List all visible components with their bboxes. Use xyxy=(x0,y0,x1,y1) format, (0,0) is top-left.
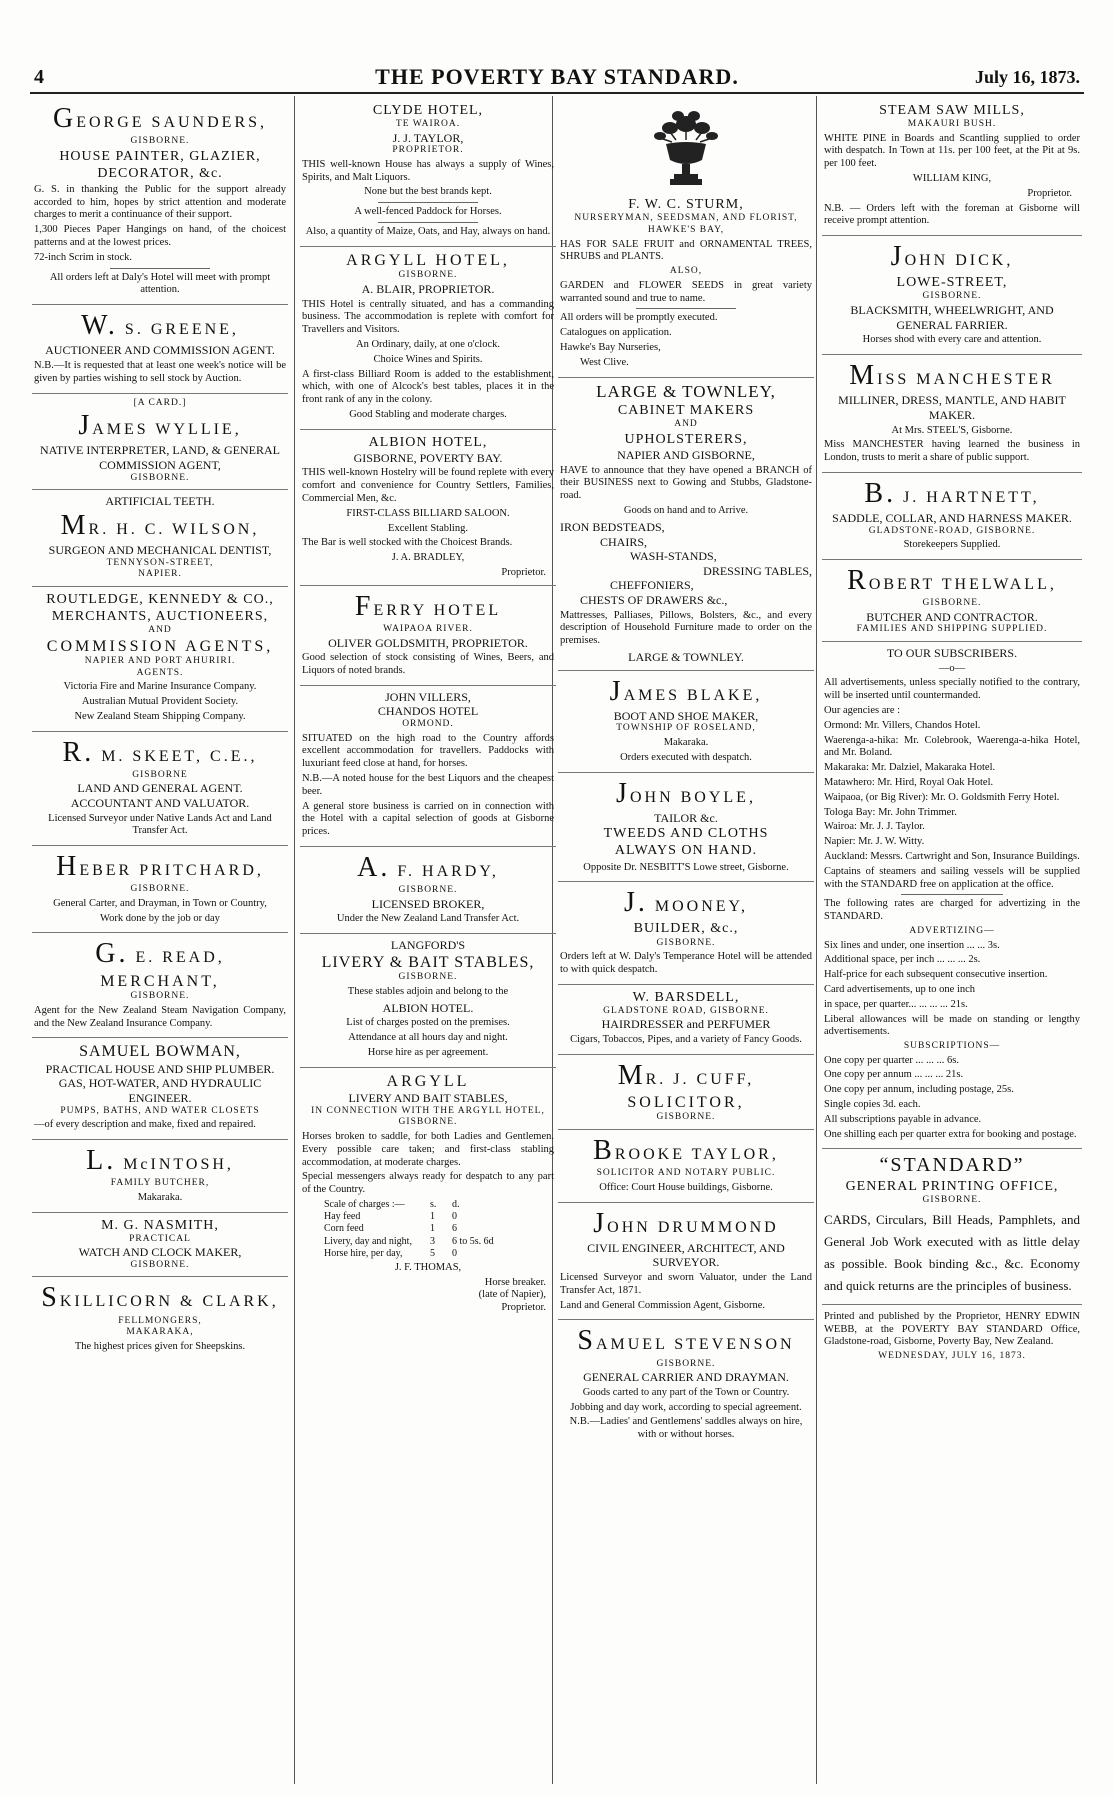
ad-place: GISBORNE. xyxy=(656,937,716,948)
ad-text: Choice Wines and Spirits. xyxy=(373,353,483,365)
ad-text: Storekeepers Supplied. xyxy=(903,539,1001,551)
ad-line: CABINET MAKERS xyxy=(617,403,755,419)
subscription-item: One shilling each per quarter extra for booking and postage. xyxy=(824,1128,1077,1140)
ad-place: GISBORNE. xyxy=(398,885,458,896)
rate-item: Six lines and under, one insertion ... ... 3s. xyxy=(824,939,1000,951)
ad-place: GISBORNE. xyxy=(656,1358,716,1369)
ad-saunders xyxy=(32,98,288,305)
ad-name: F. W. C. STURM, xyxy=(628,197,744,213)
ad-manchester xyxy=(822,355,1082,473)
ad-text: Special messengers always ready for despatch to any part of the Country. xyxy=(302,1171,554,1196)
ad-place: GISBORNE. xyxy=(130,136,190,147)
ad-text: A well-fenced Paddock for Horses. xyxy=(354,206,502,218)
ad-name: M. G. NASMITH, xyxy=(101,1217,219,1233)
ad-text: All orders left at Daly's Hotel will meet with prompt attention. xyxy=(49,271,271,296)
ad-text: An Ordinary, daily, at one o'clock. xyxy=(356,338,500,350)
ad-proprietor: WILLIAM KING, xyxy=(912,173,992,185)
ad-place: ORMOND. xyxy=(402,719,454,730)
ad-text: Jobbing and day work, according to special agreement. xyxy=(570,1401,802,1413)
ad-text: THIS well-known House has always a supply of Wines, Spirits, and Malt Liquors. xyxy=(302,158,554,183)
ad-text: Orders executed with despatch. xyxy=(620,751,752,763)
rate-item: Half-price for each subsequent consecutive insertion. xyxy=(824,969,1048,981)
ad-place: WAIPAOA RIVER. xyxy=(383,623,473,634)
imprint xyxy=(822,1305,1082,1368)
charges-row: Livery, day and night, 3 6 to 5s. 6d xyxy=(324,1235,494,1247)
ad-line: MERCHANTS, AUCTIONEERS, xyxy=(51,608,269,624)
ad-text: Cigars, Tobaccos, Pipes, and a variety of Fancy Goods. xyxy=(570,1034,802,1046)
ad-boyle xyxy=(558,773,814,883)
ad-line: ALWAYS ON HAND. xyxy=(614,843,758,859)
ad-proprietor: OLIVER GOLDSMITH, PROPRIETOR. xyxy=(328,635,528,650)
ad-stevenson xyxy=(558,1320,814,1449)
charges-header: Scale of charges :— s. d. xyxy=(324,1198,460,1210)
ad-line: PRACTICAL xyxy=(129,1233,191,1244)
ad-albion-hotel xyxy=(300,430,556,586)
ad-place: MAKAURI BUSH. xyxy=(907,119,997,130)
ad-dick xyxy=(822,236,1082,355)
ad-line: WATCH AND CLOCK MAKER, xyxy=(78,1245,242,1260)
ad-name: JOHN DRUMMOND xyxy=(593,1207,779,1239)
ad-text: Attendance at all hours day and night. xyxy=(348,1032,508,1044)
masthead xyxy=(30,64,1084,92)
charges-row: Corn feed 1 6 xyxy=(324,1223,457,1235)
ad-text: GARDEN and FLOWER SEEDS in great variety warranted sound and true to name. xyxy=(560,279,812,304)
ad-agents-label: AGENTS. xyxy=(136,667,184,678)
ad-name: G. E. READ, xyxy=(95,938,225,970)
ad-place: HAWKE'S BAY, xyxy=(647,225,725,236)
ad-text: Hawke's Bay Nurseries, xyxy=(560,342,661,353)
ad-text: Office: Court House buildings, Gisborne. xyxy=(599,1181,773,1193)
ad-proprietor: A. BLAIR, PROPRIETOR. xyxy=(361,281,495,296)
ad-role: NURSERYMAN, SEEDSMAN, AND FLORIST, xyxy=(574,213,798,224)
charges-table xyxy=(324,1199,554,1260)
ad-line: PUMPS, BATHS, AND WATER CLOSETS xyxy=(60,1105,260,1116)
notice-text: The following rates are charged for advertizing in the STANDARD. xyxy=(824,898,1080,923)
ad-place: GISBORNE. xyxy=(922,291,982,302)
ad-text: Horse hire as per agreement. xyxy=(367,1046,489,1058)
ad-text: Horses broken to saddle, for both Ladies and Gentlemen. Every possible care taken; and first-class stabling accommodation, at moderate charges. xyxy=(302,1130,554,1168)
ad-line: GAS, HOT-WATER, AND HYDRAULIC ENGINEER. xyxy=(58,1076,262,1106)
ad-place: Makaraka. xyxy=(663,737,709,748)
ad-place: GISBORNE, POVERTY BAY. xyxy=(353,450,503,465)
ad-name: FERRY HOTEL xyxy=(354,590,502,622)
ad-proprietor: J. A. BRADLEY, xyxy=(391,552,465,564)
ad-greene xyxy=(32,305,288,393)
rate-item: in space, per quarter... ... ... ... 21s. xyxy=(824,998,968,1010)
issue-date: July 16, 1873. xyxy=(974,67,1080,87)
separator xyxy=(636,308,737,309)
ad-role: HAIRDRESSER and PERFUMER xyxy=(601,1017,771,1032)
agency-item: Matawhero: Mr. Hird, Royal Oak Hotel. xyxy=(824,776,994,788)
ad-role: AUCTIONEER AND COMMISSION AGENT. xyxy=(45,343,275,358)
column-2 xyxy=(300,98,556,1784)
ad-text: SITUATED on the high road to the Country affords excellent accommodation for travellers. Paddocks with luxuriant feed close at hand, for horses. xyxy=(302,732,554,770)
ad-name: W. S. GREENE, xyxy=(81,310,239,342)
ad-name: ARGYLL xyxy=(386,1072,470,1090)
ad-item: IRON BEDSTEADS, xyxy=(560,519,665,534)
separator xyxy=(378,222,479,223)
ad-proprietor-line: Proprietor. xyxy=(501,1302,546,1314)
ad-text: The highest prices given for Sheepskins. xyxy=(74,1340,246,1352)
ad-text: Goods on hand and to Arrive. xyxy=(623,505,749,517)
ad-text: WHITE PINE in Boards and Scantling supplied to order with despatch. In Town at 11s. per 100 feet, at the Pit at 9s. per 100 feet. xyxy=(824,132,1080,170)
ad-text: West Clive. xyxy=(580,356,629,368)
rates-heading: SUBSCRIPTIONS— xyxy=(903,1041,1001,1052)
ad-role: BOOT AND SHOE MAKER, xyxy=(613,708,759,723)
ad-role: SURGEON AND MECHANICAL DENTIST, xyxy=(48,542,272,557)
masthead-rule xyxy=(30,92,1084,94)
ad-name: JAMES BLAKE, xyxy=(609,675,763,707)
ad-place: NAPIER. xyxy=(138,569,182,580)
ad-proprietor: J. J. TAYLOR, xyxy=(392,130,464,145)
rate-item: Liberal allowances will be made on standing or lengthy advertisements. xyxy=(824,1013,1080,1038)
subscription-item: One copy per annum ... ... ... 21s. xyxy=(824,1069,964,1081)
ad-text: N.B.—Ladies' and Gentlemens' saddles always on hire, with or without horses. xyxy=(569,1416,803,1441)
ad-agent: Victoria Fire and Marine Insurance Company. xyxy=(63,681,257,693)
ad-hotel: CHANDOS HOTEL xyxy=(377,704,479,719)
ad-wilson xyxy=(32,490,288,587)
ad-role: TAILOR &c. xyxy=(654,810,718,825)
notice-subscribers xyxy=(822,642,1082,1149)
ad-text: Also, a quantity of Maize, Oats, and Hay, always on hand. xyxy=(305,226,551,238)
separator xyxy=(378,202,479,203)
ad-text: These stables adjoin and belong to the xyxy=(347,985,509,997)
ad-place: GISBORNE. xyxy=(130,884,190,895)
ad-line: TWEEDS AND CLOTHS xyxy=(603,826,769,842)
ad-text: A first-class Billiard Room is added to the establishment, which, with one of Alcock's best tables, places it in the front rank of any in the colony. xyxy=(302,368,554,406)
ad-text: N.B.—A noted house for the best Liquors and the cheapest beer. xyxy=(302,772,554,797)
ad-wyllie xyxy=(32,394,288,491)
column-3 xyxy=(558,98,814,1784)
ad-name: JAMES WYLLIE, xyxy=(78,410,242,442)
ad-argyll-hotel xyxy=(300,247,556,430)
ad-text: Opposite Dr. NESBITT'S Lowe street, Gisborne. xyxy=(583,861,789,873)
ad-mooney xyxy=(558,882,814,984)
ad-text: Licensed Surveyor and sworn Valuator, under the Land Transfer Act, 1871. xyxy=(560,1272,812,1296)
notice-text: Our agencies are : xyxy=(824,705,901,716)
ad-name: GEORGE SAUNDERS, xyxy=(52,103,268,134)
ad-nasmith xyxy=(32,1213,288,1278)
ad-place: GLADSTONE ROAD, GISBORNE. xyxy=(603,1005,769,1016)
ad-standard-printing-office xyxy=(822,1149,1082,1304)
ad-cuff xyxy=(558,1055,814,1130)
ad-item: CHEFFONIERS, xyxy=(610,578,694,593)
ad-card-label: [A CARD.] xyxy=(133,397,187,408)
ad-agent: New Zealand Steam Shipping Company. xyxy=(74,710,246,722)
ad-steam-saw-mills xyxy=(822,98,1082,236)
agency-item: Wairoa: Mr. J. J. Taylor. xyxy=(824,821,925,833)
flower-urn-icon xyxy=(636,104,736,192)
ad-hartnett xyxy=(822,473,1082,560)
ad-name: BROOKE TAYLOR, xyxy=(593,1135,779,1167)
ad-hardy xyxy=(300,847,556,934)
ad-thelwall xyxy=(822,560,1082,642)
ad-text: —of every description and make, fixed and repaired. xyxy=(34,1119,256,1131)
ad-name: “STANDARD” xyxy=(879,1154,1025,1177)
ad-chandos-hotel xyxy=(300,686,556,847)
ad-text: FIRST-CLASS BILLIARD SALOON. xyxy=(346,507,510,519)
ad-text: Goods carted to any part of the Town or Country. xyxy=(582,1386,790,1398)
ad-role: SADDLE, COLLAR, AND HARNESS MAKER. xyxy=(832,511,1072,526)
ad-name: STEAM SAW MILLS, xyxy=(879,103,1025,118)
ad-name: SAMUEL STEVENSON xyxy=(577,1325,795,1357)
ad-role: SOLICITOR AND NOTARY PUBLIC. xyxy=(596,1168,776,1179)
ad-line: IN CONNECTION WITH THE ARGYLL HOTEL, xyxy=(311,1105,545,1116)
ad-also: ALSO, xyxy=(669,266,703,277)
ad-name: MR. J. CUFF, xyxy=(617,1059,755,1091)
column-1 xyxy=(32,98,288,1784)
agency-item: Tologa Bay: Mr. John Trimmer. xyxy=(824,806,957,818)
ad-name: L. McINTOSH, xyxy=(86,1145,234,1177)
ad-place: GISBORNE. xyxy=(398,270,458,281)
ad-place: MAKARAKA, xyxy=(126,1327,194,1338)
ad-place: NAPIER AND GISBORNE, xyxy=(617,448,755,463)
ad-signature: LARGE & TOWNLEY. xyxy=(628,650,744,665)
subscription-item: One copy per quarter ... ... ... 6s. xyxy=(824,1054,960,1066)
ad-skillicorn xyxy=(32,1277,288,1360)
ad-name: ARGYLL HOTEL, xyxy=(346,251,510,269)
subscription-item: All subscriptions payable in advance. xyxy=(824,1113,982,1125)
ad-place: NAPIER AND PORT AHURIRI. xyxy=(84,656,236,667)
separator xyxy=(901,894,1003,895)
ad-line: PRACTICAL HOUSE AND SHIP PLUMBER. xyxy=(45,1061,275,1076)
ad-barsdell xyxy=(558,985,814,1055)
ad-text: Good Stabling and moderate charges. xyxy=(349,408,507,420)
ad-role: FELLMONGERS, xyxy=(118,1315,202,1326)
ad-text: 72-inch Scrim in stock. xyxy=(34,251,132,263)
ad-ferry-hotel xyxy=(300,586,556,686)
ad-text: Orders left at W. Daly's Temperance Hotel will be attended to with quick despatch. xyxy=(560,951,812,975)
ad-and: AND xyxy=(674,419,698,430)
urn-illustration xyxy=(560,102,812,196)
ad-role: MILLINER, DRESS, MANTLE, AND HABIT MAKER. xyxy=(838,393,1066,422)
ad-and: AND xyxy=(148,624,172,635)
ad-street: LOWE-STREET, xyxy=(896,275,1008,291)
subscription-item: One copy per annum, including postage, 25s. xyxy=(824,1084,1014,1096)
agency-item: Ormond: Mr. Villers, Chandos Hotel. xyxy=(824,719,981,731)
ad-proprietor-title: Proprietor. xyxy=(501,567,546,579)
ad-blake xyxy=(558,671,814,773)
ad-text: None but the best brands kept. xyxy=(364,186,492,198)
ad-name: ROBERT THELWALL, xyxy=(847,565,1057,597)
ad-role: NATIVE INTERPRETER, LAND, & GENERAL COMMISSION AGENT, xyxy=(40,443,280,472)
ad-name: JOHN BOYLE, xyxy=(616,777,756,809)
ad-mcintosh xyxy=(32,1140,288,1213)
ad-name: R. M. SKEET, C.E., xyxy=(62,736,258,768)
ad-pritchard xyxy=(32,846,288,933)
ad-text: THIS Hotel is centrally situated, and has a commanding business. The accommodation is replete with comfort for Travellers and Visitors. xyxy=(302,298,554,336)
ad-text: Mattresses, Palliases, Pillows, Bolsters, &c., and every description of Household Furniture made to order on the premises. xyxy=(560,609,812,647)
ad-name: W. BARSDELL, xyxy=(632,989,740,1005)
ad-place: GISBORNE. xyxy=(922,598,982,609)
ad-proprietor-title: Proprietor. xyxy=(1027,187,1072,199)
ad-role: LICENSED BROKER, xyxy=(371,896,485,911)
agency-item: Napier: Mr. J. W. Witty. xyxy=(824,836,925,848)
ad-heading: ARTIFICIAL TEETH. xyxy=(105,494,215,509)
ad-place: Makaraka. xyxy=(137,1191,183,1203)
subscription-item: Single copies 3d. each. xyxy=(824,1099,921,1111)
ad-text: At Mrs. STEEL'S, Gisborne. xyxy=(891,424,1013,436)
page-number: 4 xyxy=(34,66,44,88)
column-divider xyxy=(294,96,295,1784)
ad-name: MR. H. C. WILSON, xyxy=(60,509,260,541)
ad-item: WASH-STANDS, xyxy=(630,549,717,564)
ad-name: J. MOONEY, xyxy=(623,887,749,919)
ad-text: Land and General Commission Agent, Gisborne. xyxy=(560,1299,766,1311)
notice-mark: —o— xyxy=(938,662,966,674)
notice-text: All advertisements, unless specially notified to the contrary, will be inserted until countermanded. xyxy=(824,677,1080,702)
ad-role: CIVIL ENGINEER, ARCHITECT, AND SURVEYOR. xyxy=(587,1240,785,1270)
ad-line: LIVERY & BAIT STABLES, xyxy=(321,953,535,971)
ad-place: GISBORNE. xyxy=(398,972,458,983)
ad-proprietor: J. F. THOMAS, xyxy=(394,1261,462,1273)
ad-line: LAND AND GENERAL AGENT. xyxy=(77,781,243,796)
ad-text: General Carter, and Drayman, in Town or Country, xyxy=(53,897,267,909)
ad-read xyxy=(32,933,288,1038)
ad-argyll-stables xyxy=(300,1068,556,1320)
ad-proprietor-title: PROPRIETOR. xyxy=(392,145,464,156)
agency-item: Waerenga-a-hika: Mr. Colebrook, Waerenga-a-hika Hotel, and Mr. Boland. xyxy=(824,734,1080,759)
imprint-date: WEDNESDAY, JULY 16, 1873. xyxy=(878,1351,1026,1362)
ad-name: JOHN DICK, xyxy=(890,241,1014,273)
agency-item: Makaraka: Mr. Dalziel, Makaraka Hotel. xyxy=(824,762,996,774)
ad-line: LIVERY AND BAIT STABLES, xyxy=(348,1091,508,1106)
rates-heading: ADVERTIZING— xyxy=(909,925,995,936)
ad-role: BLACKSMITH, WHEELWRIGHT, AND GENERAL FARRIER. xyxy=(850,303,1054,332)
ad-text: THIS well-known Hostelry will be found replete with every comfort and convenience for Country Settlers, Families, Commercial Men, &c. xyxy=(302,467,554,505)
ad-proprietor-line: Horse breaker. xyxy=(484,1276,546,1288)
ad-line: COMMISSION AGENTS, xyxy=(46,637,274,655)
ad-place: GISBORNE. xyxy=(130,991,190,1002)
ad-trade: DECORATOR, &c. xyxy=(97,165,223,181)
ad-text: Horses shod with every care and attention. xyxy=(862,334,1042,346)
ad-text: CARDS, Circulars, Bill Heads, Pamphlets, and General Job Work executed with as little delay as possible. Book binding &c., &c. Economy and quick returns are the principles of business. xyxy=(824,1211,1080,1293)
ad-street: TENNYSON-STREET, xyxy=(106,557,214,568)
ad-text: Licensed Surveyor under Native Lands Act and Land Transfer Act. xyxy=(48,812,272,837)
ad-role: SOLICITOR, xyxy=(627,1093,745,1111)
ad-trade: HOUSE PAINTER, GLAZIER, xyxy=(59,148,261,164)
ad-place: GISBORNE. xyxy=(398,1117,458,1128)
newspaper-title: THE POVERTY BAY STANDARD. xyxy=(375,64,739,89)
ad-text: The Bar is well stocked with the Choicest Brands. xyxy=(302,537,513,549)
ad-text: Under the New Zealand Land Transfer Act. xyxy=(336,913,520,925)
ad-place: GISBORNE. xyxy=(922,1194,982,1205)
ad-line: ACCOUNTANT AND VALUATOR. xyxy=(70,795,250,810)
ad-place: GISBORNE. xyxy=(130,1259,190,1270)
ad-name: B. J. HARTNETT, xyxy=(864,477,1040,509)
ad-text: Work done by the job or day xyxy=(100,912,220,924)
column-4 xyxy=(822,98,1082,1784)
ad-item: CHESTS OF DRAWERS &c., xyxy=(580,593,728,607)
ad-agent: Australian Mutual Provident Society. xyxy=(81,695,239,707)
ad-text: HAS FOR SALE FRUIT and ORNAMENTAL TREES, SHRUBS and PLANTS. xyxy=(560,238,812,263)
ad-name: SAMUEL BOWMAN, xyxy=(79,1043,241,1061)
ad-langford xyxy=(300,934,556,1068)
ad-drummond xyxy=(558,1203,814,1321)
ad-item: DRESSING TABLES, xyxy=(703,563,812,578)
ad-proprietor-line: (late of Napier), xyxy=(478,1289,546,1301)
ad-name: LANGFORD'S xyxy=(390,938,466,953)
imprint-text: Printed and published by the Proprietor, HENRY EDWIN WEBB, at the POVERTY BAY STANDARD Office, Gladstone-road, Gisborne, Poverty Bay, New Zealand. xyxy=(824,1310,1080,1348)
ad-text: Good selection of stock consisting of Wines, Beers, and Liquors of noted brands. xyxy=(302,652,554,676)
ad-text: Excellent Stabling. xyxy=(388,522,468,534)
ad-place: GISBORNE xyxy=(132,769,188,780)
separator xyxy=(110,268,211,269)
ad-line: UPHOLSTERERS, xyxy=(624,431,748,447)
ad-role: GENERAL CARRIER AND DRAYMAN. xyxy=(583,1370,789,1385)
ad-role: BUILDER, &c., xyxy=(633,921,739,937)
ad-text: G. S. in thanking the Public for the support already accorded to him, hopes by strict attention and moderate charges to merit a continuance of their support. xyxy=(34,183,286,221)
ad-name: HEBER PRITCHARD, xyxy=(56,851,264,883)
ad-place: GISBORNE. xyxy=(130,472,190,483)
ad-sturm xyxy=(558,98,814,378)
ad-place: GISBORNE. xyxy=(656,1112,716,1123)
charges-row: Horse hire, per day, 5 0 xyxy=(324,1247,457,1259)
charges-row: Hay feed 1 0 xyxy=(324,1211,457,1223)
rate-item: Additional space, per inch ... ... ... 2s. xyxy=(824,954,981,966)
ad-brooke-taylor xyxy=(558,1130,814,1203)
ad-large-townley xyxy=(558,378,814,671)
ad-role: MERCHANT, xyxy=(100,972,220,990)
ad-line: GENERAL PRINTING OFFICE, xyxy=(845,1178,1059,1194)
ad-name: JOHN VILLERS, xyxy=(385,689,471,704)
ad-bowman xyxy=(32,1038,288,1140)
ad-name: ALBION HOTEL, xyxy=(368,434,488,450)
ad-name: MISS MANCHESTER xyxy=(849,360,1055,392)
ad-place: TOWNSHIP OF ROSELAND, xyxy=(616,723,756,734)
ad-place: TE WAIROA. xyxy=(395,119,461,130)
column-divider xyxy=(816,96,817,1784)
ad-item: CHAIRS, xyxy=(600,534,648,549)
ad-text: HAVE to announce that they have opened a BRANCH of their BUSINESS next to Gowing and Stubbs, Gladstone-road. xyxy=(560,464,812,502)
agency-item: Waipaoa, (or Big River): Mr. O. Goldsmith Ferry Hotel. xyxy=(824,791,1060,803)
ad-text: List of charges posted on the premises. xyxy=(346,1017,510,1029)
ad-name: ROUTLEDGE, KENNEDY & CO., xyxy=(46,591,274,607)
ad-name: A. F. HARDY, xyxy=(357,851,499,883)
ad-clyde-hotel xyxy=(300,98,556,247)
ad-name: LARGE & TOWNLEY, xyxy=(596,381,776,401)
ad-name: CLYDE HOTEL, xyxy=(372,103,484,118)
ad-text: Catalogues on application. xyxy=(560,327,672,339)
ad-text: All orders will be promptly executed. xyxy=(560,312,718,324)
ad-text: N.B. — Orders left with the foreman at Gisborne will receive prompt attention. xyxy=(824,202,1080,227)
ad-skeet xyxy=(32,732,288,847)
ad-text: Agent for the New Zealand Steam Navigation Company, and the New Zealand Insurance Company. xyxy=(34,1004,286,1029)
ad-text: FAMILIES AND SHIPPING SUPPLIED. xyxy=(856,624,1048,635)
ad-routledge xyxy=(32,587,288,732)
ad-text: Miss MANCHESTER having learned the business in London, trusts to merit a share of public support. xyxy=(824,439,1080,464)
agency-item: Auckland: Messrs. Cartwright and Son, Insurance Buildings. xyxy=(824,850,1080,862)
ad-role: FAMILY BUTCHER, xyxy=(110,1178,210,1189)
ad-text: 1,300 Pieces Paper Hangings on hand, of the choicest patterns and at the lowest prices. xyxy=(34,224,286,249)
rate-item: Card advertisements, up to one inch xyxy=(824,983,976,995)
notice-text: Captains of steamers and sailing vessels will be supplied with the STANDARD free on application at the office. xyxy=(824,865,1080,890)
ad-line: ALBION HOTEL. xyxy=(382,1000,474,1015)
ad-role: BUTCHER AND CONTRACTOR. xyxy=(866,609,1038,624)
ad-text: N.B.—It is requested that at least one week's notice will be given by parties wishing to sell stock by Auction. xyxy=(34,360,286,384)
notice-heading: TO OUR SUBSCRIBERS. xyxy=(886,645,1018,660)
ad-place: GLADSTONE-ROAD, GISBORNE. xyxy=(868,525,1036,536)
ad-name: SKILLICORN & CLARK, xyxy=(41,1282,279,1314)
ad-text: A general store business is carried on in connection with the Hotel with a capital selection of goods at Gisborne prices. xyxy=(302,800,554,838)
